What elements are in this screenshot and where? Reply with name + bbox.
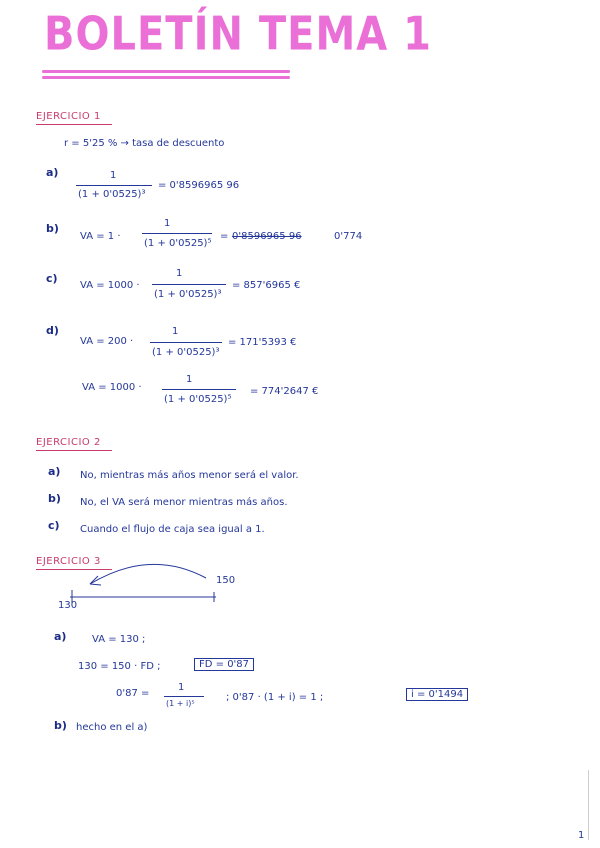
ej1-d2-result: = 774'2647 € [250, 386, 319, 397]
ej3-b-text: hecho en el a) [76, 722, 148, 733]
ej2-b-label: b) [48, 492, 61, 505]
ej3-eq-num: 1 [178, 682, 185, 693]
ej1-b-num: 1 [164, 218, 171, 229]
notebook-page: BOLETÍN TEMA 1 EJERCICIO 1 r = 5'25 % → tasa de descuento a) 1 (1 + 0'0525)³ = 0'8596965 96 b) VA = 1 · 1 (1 + 0'0525)⁵ = 0'8596965 96 0'774 c) VA = 1000 · 1 (1 + 0'0525)³ = 857'6965 € d) VA = 200 · 1 (1 + 0'0525)³ = 171'5393 € VA = 1000 · 1 (1 + 0'0525)⁵ = 774'2647 € EJERCICIO 2 a) No, mientras más años menor será el valor. b) No, el VA será menor mientras más años. c) Cuando el flujo de caja sea igual a 1. EJERCICIO 3 130 150 a) VA = 130 ; 130 = 150 · FD ; FD = 0'87 0'87 = 1 (1 + i)⁵ ; 0'87 · (1 + i) = 1 ; i = 0'1494 b) hecho en el a) 1 [0, 0, 600, 848]
ej1-d-num: 1 [172, 326, 179, 337]
ej1-d-den: (1 + 0'0525)³ [152, 347, 220, 358]
ej1-a-den: (1 + 0'0525)³ [78, 189, 146, 200]
ej3-fd-result-box: FD = 0'87 [194, 658, 254, 671]
ej1-c-result: = 857'6965 € [232, 280, 301, 291]
ej3-eq-prefix: 0'87 = [116, 688, 150, 699]
ej1-d-result: = 171'5393 € [228, 337, 297, 348]
section-heading-ej2: EJERCICIO 2 [36, 437, 101, 448]
ej1-b-struck-value: 0'8596965 96 [232, 231, 302, 242]
ej1-c-num: 1 [176, 268, 183, 279]
ej3-eq-den: (1 + i)⁵ [166, 699, 195, 708]
page-title: BOLETÍN TEMA 1 [44, 8, 433, 61]
ej2-a-label: a) [48, 465, 61, 478]
ej3-eq-middle: ; 0'87 · (1 + i) = 1 ; [226, 692, 324, 703]
ej1-a-num: 1 [110, 170, 117, 181]
ej3-b-label: b) [54, 719, 67, 732]
ej1-b-den: (1 + 0'0525)⁵ [144, 238, 212, 249]
ej3-timeline-left: 130 [58, 600, 78, 611]
ej2-c-label: c) [48, 519, 60, 532]
ej1-b-label: b) [46, 222, 59, 235]
ej1-a-result: = 0'8596965 96 [158, 180, 240, 191]
ej2-b-text: No, el VA será menor mientras más años. [80, 497, 288, 508]
ej2-a-text: No, mientras más años menor será el valor. [80, 470, 299, 481]
ej1-d2-num: 1 [186, 374, 193, 385]
ej1-a-label: a) [46, 166, 59, 179]
ej1-intro: r = 5'25 % → tasa de descuento [64, 138, 225, 149]
ej1-c-den: (1 + 0'0525)³ [154, 289, 222, 300]
ej1-d-label: d) [46, 324, 59, 337]
ej1-b-result: 0'774 [334, 231, 363, 242]
section-heading-ej3: EJERCICIO 3 [36, 556, 101, 567]
ej3-eq-fraction-bar [164, 696, 204, 697]
ej3-a-line2: 130 = 150 · FD ; [78, 661, 161, 672]
ej1-b-prefix: VA = 1 · [80, 231, 121, 242]
ej1-d2-den: (1 + 0'0525)⁵ [164, 394, 232, 405]
ej2-c-text: Cuando el flujo de caja sea igual a 1. [80, 524, 265, 535]
ej1-c-label: c) [46, 272, 58, 285]
page-number: 1 [578, 830, 585, 841]
page-edge [588, 770, 589, 840]
ej1-c-prefix: VA = 1000 · [80, 280, 140, 291]
ej3-a-label: a) [54, 630, 67, 643]
ej3-a-line1: VA = 130 ; [92, 634, 146, 645]
ej3-i-result-box: i = 0'1494 [406, 688, 468, 701]
section-heading-ej1: EJERCICIO 1 [36, 111, 101, 122]
ej1-d-prefix: VA = 200 · [80, 336, 134, 347]
ej3-timeline-right: 150 [216, 575, 236, 586]
ej1-d2-prefix: VA = 1000 · [82, 382, 142, 393]
